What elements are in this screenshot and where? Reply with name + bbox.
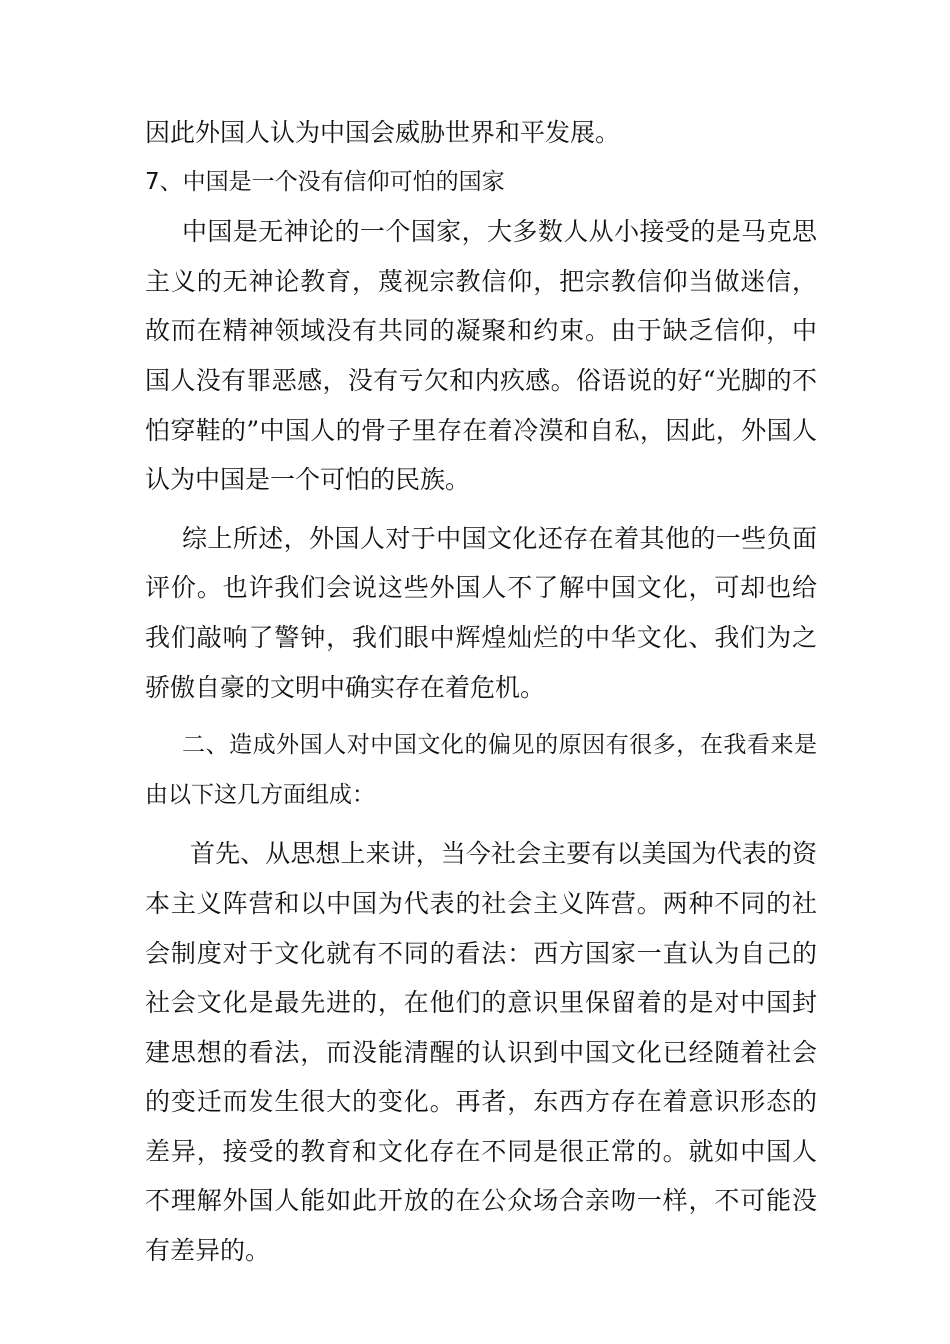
paragraph-continuation: 因此外国人认为中国会威胁世界和平发展。 bbox=[145, 118, 621, 147]
paragraph-gap bbox=[145, 820, 817, 829]
paragraph-summary: 综上所述，外国人对于中国文化还存在着其他的一些负面评价。也许我们会说这些外国人不了解中国文化，可却也给我们敲响了警钟，我们眼中辉煌灿烂的中华文化、我们为之骄傲自豪的文明中确实存在着危机。 bbox=[145, 523, 817, 702]
section-two-heading: 二、造成外国人对中国文化的偏见的原因有很多，在我看来是由以下这几方面组成： bbox=[145, 732, 817, 808]
paragraph-gap bbox=[145, 712, 817, 721]
section-heading: 7、中国是一个没有信仰可怕的国家 bbox=[145, 168, 505, 195]
paragraph-gap bbox=[145, 505, 817, 514]
document-body bbox=[145, 108, 817, 1276]
paragraph-atheism: 中国是无神论的一个国家，大多数人从小接受的是马克思主义的无神论教育，蔑视宗教信仰，把宗教信仰当做迷信，故而在精神领域没有共同的凝聚和约束。由于缺乏信仰，中国人没有罪恶感，没有亏欠和内疚感。俗语说的好“光脚的不怕穿鞋的”中国人的骨子里存在着冷漠和自私，因此，外国人认为中国是一个可怕的民族。 bbox=[145, 217, 817, 495]
paragraph-first-reason: 首先、从思想上来讲，当今社会主要有以美国为代表的资本主义阵营和以中国为代表的社会主义阵营。两种不同的社会制度对于文化就有不同的看法：西方国家一直认为自己的社会文化是最先进的，在他们的意识里保留着的是对中国封建思想的看法，而没能清醒的认识到中国文化已经随着社会的变迁而发生很大的变化。再者，东西方存在着意识形态的差异，接受的教育和文化存在不同是很正常的。就如中国人不理解外国人能如此开放的在公众场合亲吻一样，不可能没有差异的。 bbox=[145, 839, 817, 1266]
